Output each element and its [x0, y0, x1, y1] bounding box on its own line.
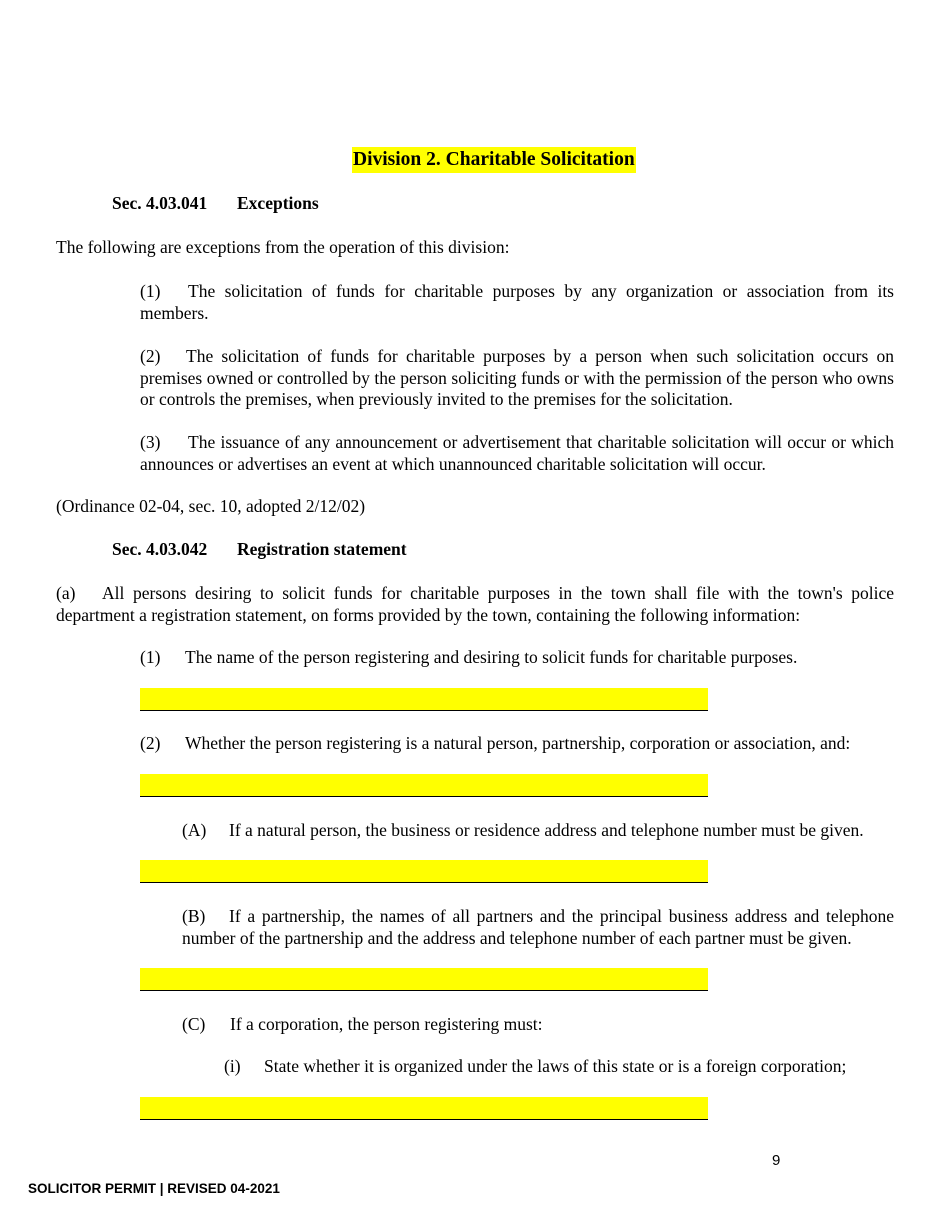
item-label: (1): [140, 647, 161, 667]
item-text: The name of the person registering and desiring to solicit funds for charitable purposes.: [185, 647, 798, 667]
section-title: Exceptions: [237, 193, 319, 213]
answer-field-natural-person[interactable]: [140, 860, 708, 883]
division-heading: Division 2. Charitable Solicitation: [352, 147, 636, 173]
item-label: (1): [140, 281, 161, 301]
item-label: (3): [140, 432, 161, 452]
intro-text: The following are exceptions from the operation of this division:: [56, 237, 510, 257]
answer-field-name[interactable]: [140, 688, 708, 711]
item-label: (C): [182, 1014, 206, 1034]
item-text: The solicitation of funds for charitable purposes by any organization or association from its members.: [140, 281, 894, 323]
answer-field-corporation[interactable]: [140, 1097, 708, 1120]
exception-item: [140, 432, 894, 475]
paragraph-text: All persons desiring to solicit funds for charitable purposes in the town shall file with the town's police department a registration statement, on forms provided by the town, containing the following information:: [56, 583, 894, 625]
item-label: (B): [182, 906, 206, 926]
item-i: [224, 1056, 904, 1078]
exception-item: [140, 346, 894, 411]
section-number: Sec. 4.03.042: [112, 539, 208, 559]
item-2: [140, 733, 900, 755]
section-heading-exceptions: [112, 193, 319, 214]
item-text: If a natural person, the business or residence address and telephone number must be given.: [229, 820, 864, 840]
section-title: Registration statement: [237, 539, 407, 559]
item-1: [140, 647, 894, 669]
footer-text: SOLICITOR PERMIT | REVISED 04-2021: [28, 1181, 280, 1196]
item-label: (2): [140, 733, 161, 753]
item-text: If a corporation, the person registering must:: [230, 1014, 543, 1034]
answer-field-partnership[interactable]: [140, 968, 708, 991]
item-label: (2): [140, 346, 161, 366]
item-C: [182, 1014, 894, 1036]
exception-item: [140, 281, 894, 324]
item-B: [182, 906, 894, 949]
item-A: [182, 820, 898, 842]
item-label: (i): [224, 1056, 241, 1076]
item-text: The solicitation of funds for charitable purposes by a person when such solicitation occurs on premises owned or controlled by the person soliciting funds or with the permission of the person who owns or controls the premises, when previously invited to the premises for the solicitation.: [140, 346, 894, 409]
item-text: Whether the person registering is a natural person, partnership, corporation or association, and:: [185, 733, 851, 753]
paragraph-label: (a): [56, 583, 76, 603]
section-heading-registration: [112, 539, 407, 560]
paragraph-a: [56, 583, 894, 626]
answer-field-entity-type[interactable]: [140, 774, 708, 797]
item-label: (A): [182, 820, 207, 840]
ordinance-reference: (Ordinance 02-04, sec. 10, adopted 2/12/02): [56, 496, 366, 516]
item-text: State whether it is organized under the laws of this state or is a foreign corporation;: [264, 1056, 847, 1076]
item-text: If a partnership, the names of all partners and the principal business address and telephone number of the partnership and the address and telephone number of each partner must be given.: [182, 906, 894, 948]
section-number: Sec. 4.03.041: [112, 193, 208, 213]
page-number: 9: [772, 1152, 781, 1169]
item-text: The issuance of any announcement or advertisement that charitable solicitation will occur or which announces or advertises an event at which unannounced charitable solicitation will occur.: [140, 432, 894, 474]
